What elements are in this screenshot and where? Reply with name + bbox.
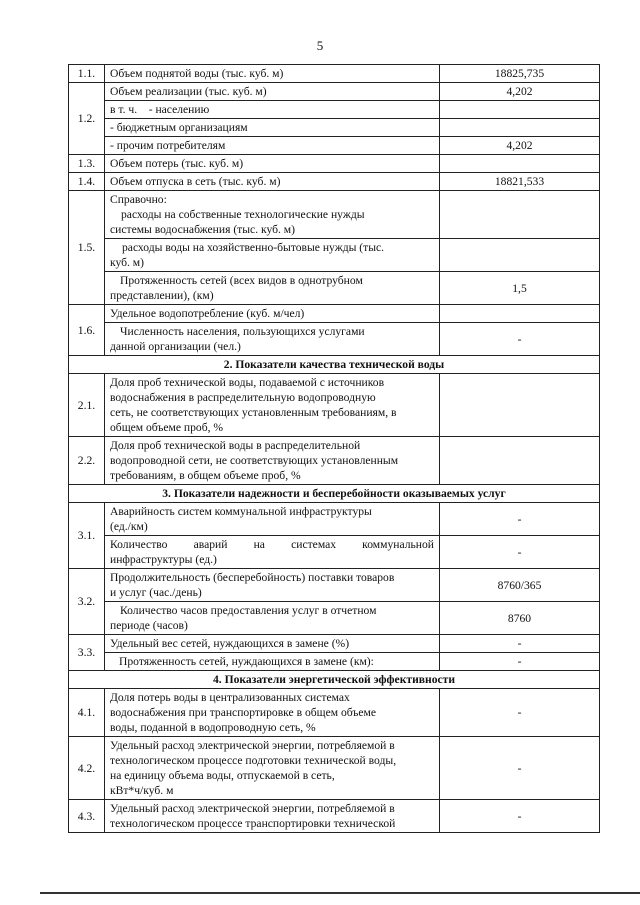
row-label: Удельный вес сетей, нуждающихся в замене (%): [105, 635, 440, 653]
table-row: [69, 503, 600, 536]
row-number: 1.5.: [69, 191, 105, 305]
text-line: Численность населения, пользующихся услугами: [120, 325, 365, 338]
row-number: 3.1.: [69, 503, 105, 569]
text-line: Количество часов предоставления услуг в отчетном: [120, 604, 377, 617]
row-label: [105, 602, 440, 635]
text-line: технологическом процессе подготовки технической воды,: [110, 754, 397, 767]
text-line: Справочно:: [110, 193, 167, 206]
text-line: Аварийность систем коммунальной инфраструктуры: [110, 505, 372, 518]
row-value: 18825,735: [440, 65, 600, 83]
section-row: [69, 671, 600, 689]
row-number: 4.3.: [69, 800, 105, 833]
row-value-empty: [440, 239, 600, 272]
table-row: [69, 101, 600, 119]
row-sublabel: - бюджетным организациям: [105, 119, 440, 137]
row-label: [105, 374, 440, 437]
text-line: технологическом процессе транспортировки технической: [110, 817, 396, 830]
row-label: [105, 191, 440, 239]
row-value-empty: [440, 155, 600, 173]
table-row: [69, 137, 600, 155]
table-row: [69, 323, 600, 356]
table-row: [69, 239, 600, 272]
table-row: [69, 83, 600, 101]
row-value: -: [440, 536, 600, 569]
row-number: 3.3.: [69, 635, 105, 671]
row-value: -: [440, 737, 600, 800]
text-line: (ед./км): [110, 520, 148, 533]
row-label: [105, 689, 440, 737]
table-row: [69, 536, 600, 569]
row-label: [105, 239, 440, 272]
text-line: водоснабжения при транспортировке в общем объеме: [110, 706, 376, 719]
page-bottom-rule: [40, 892, 640, 894]
row-number: 4.2.: [69, 737, 105, 800]
table-row: [69, 689, 600, 737]
row-value-empty: [440, 374, 600, 437]
text-line: на единицу объема воды, отпускаемой в сеть,: [110, 769, 335, 782]
table-row: [69, 635, 600, 653]
table-row: [69, 119, 600, 137]
row-value: -: [440, 689, 600, 737]
row-value: -: [440, 653, 600, 671]
text-line: воды, поданной в водопроводную сеть, %: [110, 721, 316, 734]
section-heading: 2. Показатели качества технической воды: [69, 356, 600, 374]
text-line: расходы на собственные технологические нужды: [121, 208, 365, 221]
text-line: расходы воды на хозяйственно-бытовые нужды (тыс.: [122, 241, 385, 254]
row-label: [105, 737, 440, 800]
row-number: 2.1.: [69, 374, 105, 437]
row-label: [105, 569, 440, 602]
row-label: [105, 272, 440, 305]
row-number: 1.1.: [69, 65, 105, 83]
table-row: [69, 737, 600, 800]
text-line: Продолжительность (бесперебойность) поставки товаров: [110, 571, 395, 584]
text-line: представлении), (км): [110, 289, 214, 302]
row-value: 4,202: [440, 83, 600, 101]
table-row: [69, 569, 600, 602]
row-value-empty: [440, 305, 600, 323]
table-row: [69, 602, 600, 635]
table-row: [69, 653, 600, 671]
indicators-table: [68, 64, 600, 833]
row-sublabel: - прочим потребителям: [105, 137, 440, 155]
row-value: -: [440, 503, 600, 536]
page-number: 5: [316, 38, 324, 53]
row-value-empty: [440, 437, 600, 485]
sub-label: - населению: [148, 103, 210, 116]
row-value: -: [440, 800, 600, 833]
row-value: 18821,533: [440, 173, 600, 191]
text-line: периоде (часов): [110, 619, 188, 632]
text-line: водоснабжения в распределительную водопроводную: [110, 391, 376, 404]
row-value: 1,5: [440, 272, 600, 305]
text-line: общем объеме проб, %: [110, 421, 224, 434]
row-value: -: [440, 323, 600, 356]
section-row: [69, 356, 600, 374]
row-value-empty: [440, 119, 600, 137]
text-line: кВт*ч/куб. м: [110, 784, 174, 797]
row-value-empty: [440, 191, 600, 239]
row-value: -: [440, 635, 600, 653]
row-label: [105, 800, 440, 833]
row-number: 1.6.: [69, 305, 105, 356]
row-sublabel: [105, 101, 440, 119]
table-row: [69, 437, 600, 485]
section-heading: 3. Показатели надежности и бесперебойности оказываемых услуг: [69, 485, 600, 503]
row-label: [105, 536, 440, 569]
text-line: и услуг (час./день): [110, 586, 202, 599]
row-value: 8760/365: [440, 569, 600, 602]
row-label: Протяженность сетей, нуждающихся в замене (км):: [105, 653, 440, 671]
row-label: [105, 437, 440, 485]
row-number: 4.1.: [69, 689, 105, 737]
table-row: [69, 155, 600, 173]
table-row: [69, 191, 600, 239]
text-line: Доля проб технической воды в распределительной: [110, 439, 361, 452]
text-line: водопроводной сети, не соответствующих установленным: [110, 454, 399, 467]
sub-prefix: в т. ч.: [110, 103, 138, 116]
table-row: [69, 374, 600, 437]
table-row: [69, 272, 600, 305]
text-line: системы водоснабжения (тыс. куб. м): [110, 223, 295, 236]
section-row: [69, 485, 600, 503]
table-row: [69, 173, 600, 191]
text-line: требованиям, в общем объеме проб, %: [110, 469, 301, 482]
text-line: Удельный расход электрической энергии, потребляемой в: [110, 739, 395, 752]
table-row: [69, 800, 600, 833]
row-value: 8760: [440, 602, 600, 635]
row-label: Объем отпуска в сеть (тыс. куб. м): [105, 173, 440, 191]
row-value: 4,202: [440, 137, 600, 155]
row-value-empty: [440, 101, 600, 119]
text-line: Доля потерь воды в централизованных системах: [110, 691, 350, 704]
row-number: 3.2.: [69, 569, 105, 635]
text-line: Протяженность сетей (всех видов в однотрубном: [120, 274, 363, 287]
text-line: Количество аварий на системах коммунальной: [110, 538, 434, 551]
row-label: [105, 323, 440, 356]
row-label: Объем реализации (тыс. куб. м): [105, 83, 440, 101]
text-line: сеть, не соответствующих установленным требованиям, в: [110, 406, 397, 419]
text-line: куб. м): [110, 256, 145, 269]
table-row: [69, 65, 600, 83]
text-line: Доля проб технической воды, подаваемой с источников: [110, 376, 385, 389]
text-line: Удельный расход электрической энергии, потребляемой в: [110, 802, 395, 815]
text-line: инфраструктуры (ед.): [110, 553, 217, 566]
row-label: Объем потерь (тыс. куб. м): [105, 155, 440, 173]
row-label: Удельное водопотребление (куб. м/чел): [105, 305, 440, 323]
table-row: [69, 305, 600, 323]
row-number: 1.2.: [69, 83, 105, 155]
row-number: 1.4.: [69, 173, 105, 191]
row-label: Объем поднятой воды (тыс. куб. м): [105, 65, 440, 83]
row-number: 1.3.: [69, 155, 105, 173]
row-number: 2.2.: [69, 437, 105, 485]
section-heading: 4. Показатели энергетической эффективности: [69, 671, 600, 689]
row-label: [105, 503, 440, 536]
text-line: данной организации (чел.): [110, 340, 241, 353]
